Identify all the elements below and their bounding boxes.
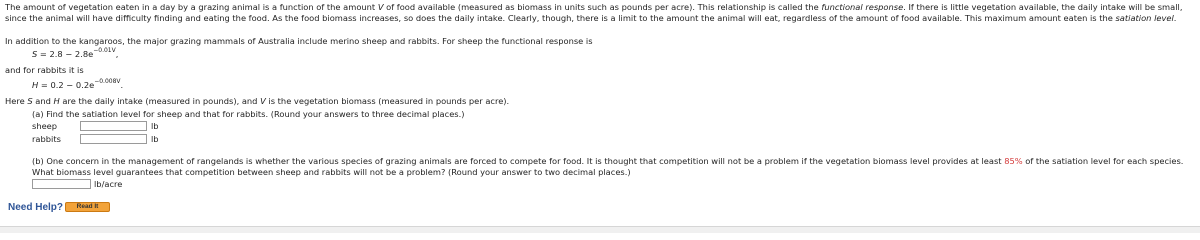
term-functional-response: functional response <box>821 2 904 12</box>
sheep-unit: lb <box>151 121 159 131</box>
intro-paragraph <box>5 2 1197 24</box>
definitions-text-3: are the daily intake (measured in pounds), and <box>59 96 261 106</box>
var-v-ref: V <box>260 96 266 106</box>
sheep-equation-exponent: −0.01V <box>93 47 116 55</box>
rabbit-equation-exponent: −0.008V <box>94 78 121 86</box>
sheep-label: sheep <box>32 121 58 131</box>
var-h: H <box>32 80 39 90</box>
var-v: V <box>377 2 384 12</box>
bottom-divider <box>0 226 1200 233</box>
sheep-answer-input[interactable] <box>80 121 147 131</box>
part-b-text-1: (b) One concern in the management of rangelands is whether the various species of grazing animals are forced to compete for food. It is thought that competition will not be a problem if the vegetation biomass level provides at least <box>32 156 1005 166</box>
definitions-text-4: is the vegetation biomass (measured in pounds per acre). <box>265 96 510 106</box>
var-s-ref: S <box>27 96 33 106</box>
intro-text-2: of food available (measured as biomass in units such as pounds per acre). This relationship is called the <box>383 2 822 12</box>
biomass-answer-input[interactable] <box>32 179 91 189</box>
definitions-paragraph <box>5 96 509 106</box>
intro-text-3: . If there is little vegetation available, the daily intake will be small, since the animal will have difficulty finding and eating the food. As the food biomass increases, so does the daily intake. Clearly, though, there is a limit to the amount the animal will eat, regardless of the amount of food available. This maximum amount eaten is the <box>5 2 1183 23</box>
part-b-question-line2: What biomass level guarantees that competition between sheep and rabbits will not be a problem? (Round your answer to two decimal places.) <box>32 167 631 177</box>
rabbit-equation <box>32 80 123 90</box>
sheep-equation-tail: , <box>115 49 119 59</box>
sheep-equation-body: = 2.8 − 2.8e <box>37 49 94 59</box>
intro-text-end: . <box>1173 13 1177 23</box>
rabbit-intro: and for rabbits it is <box>5 65 84 75</box>
part-b-text-2: of the satiation level for each species. <box>1022 156 1184 166</box>
read-it-button[interactable]: Read It <box>65 202 110 212</box>
sheep-equation <box>32 49 118 59</box>
part-a-question: (a) Find the satiation level for sheep and that for rabbits. (Round your answers to three decimal places.) <box>32 109 465 119</box>
intro-text-1: The amount of vegetation eaten in a day by a grazing animal is a function of the amount <box>5 2 378 12</box>
var-h-ref: H <box>53 96 60 106</box>
var-s: S <box>32 49 38 59</box>
need-help-label: Need Help? <box>8 202 64 213</box>
term-satiation-level: satiation level <box>1115 13 1174 23</box>
part-b-percent: 85% <box>1004 156 1023 166</box>
biomass-unit: lb/acre <box>94 179 123 189</box>
rabbits-answer-input[interactable] <box>80 134 147 144</box>
part-b-question-line1 <box>32 156 1183 166</box>
definitions-text-2: and <box>32 96 54 106</box>
rabbits-unit: lb <box>151 134 159 144</box>
definitions-text-1: Here <box>5 96 28 106</box>
rabbit-equation-body: = 0.2 − 0.2e <box>38 80 95 90</box>
rabbits-label: rabbits <box>32 134 61 144</box>
kangaroo-paragraph: In addition to the kangaroos, the major grazing mammals of Australia include merino sheep and rabbits. For sheep the functional response is <box>5 36 593 46</box>
rabbit-equation-tail: . <box>120 80 124 90</box>
